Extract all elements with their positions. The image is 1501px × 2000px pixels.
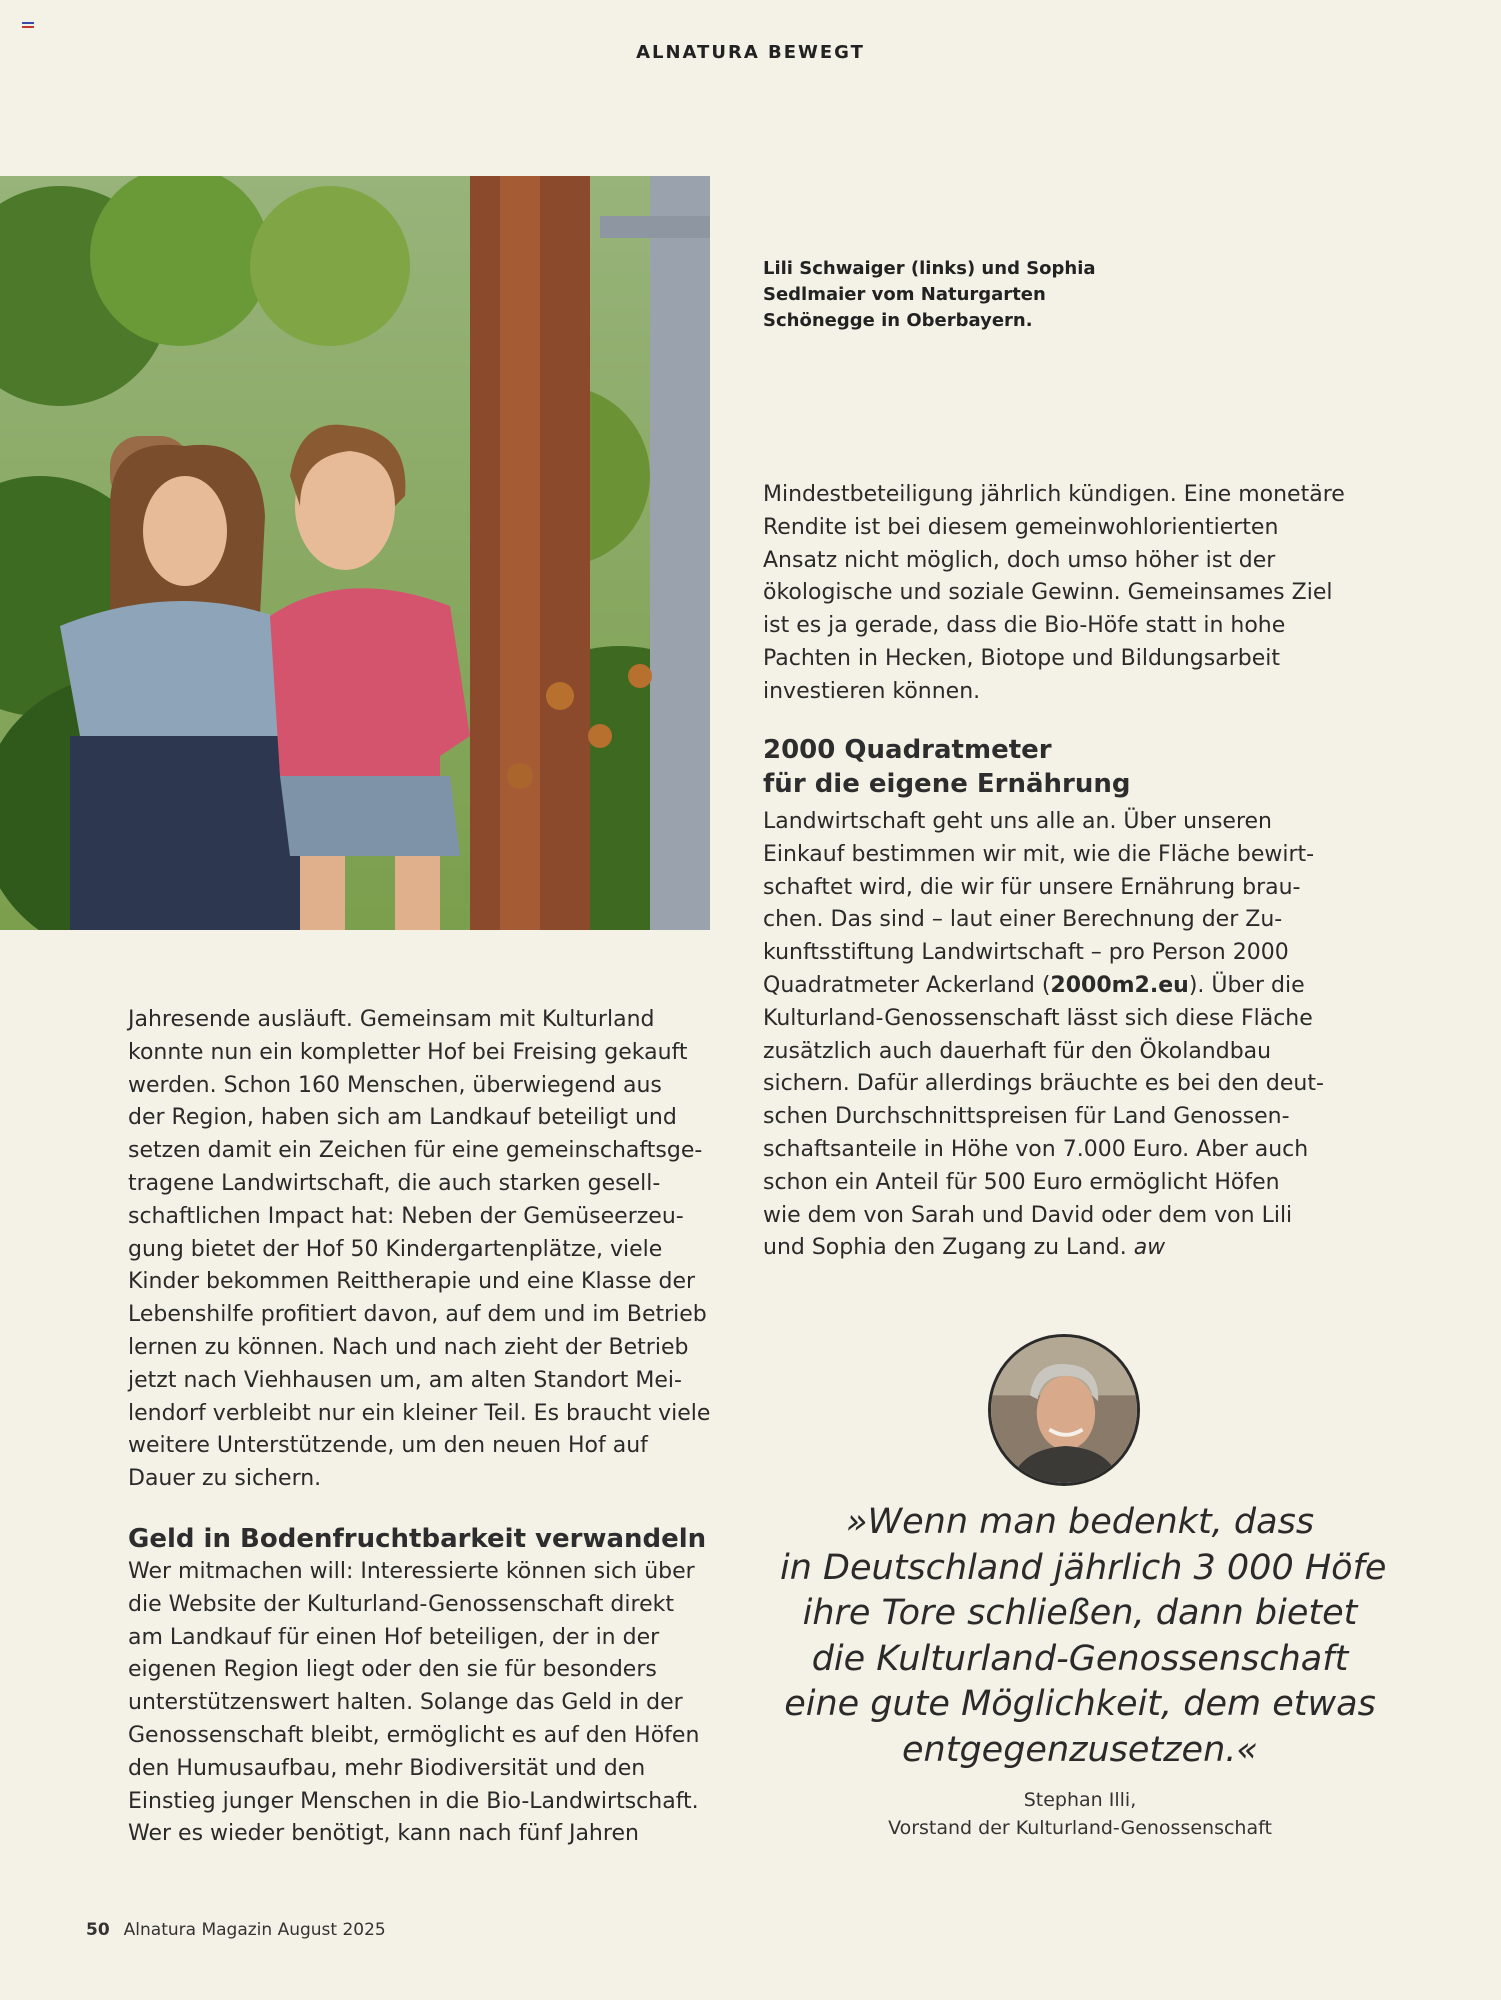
body-line-with-link [763, 970, 1343, 1003]
body-line: Wer mitmachen will: Interessierte können sich über [128, 1559, 695, 1584]
body-line: weitere Unterstützende, um den neuen Hof auf [128, 1433, 648, 1459]
author-initials: aw [1133, 1235, 1166, 1261]
body-line: Mindestbeteiligung jährlich kündigen. Eine monetäre [763, 482, 1345, 507]
body-line: Landwirtschaft geht uns alle an. Über unseren [763, 809, 1272, 834]
quote-attribution [780, 1786, 1380, 1842]
attribution-name: Stephan Illi, [1023, 1789, 1137, 1811]
body-text: ). Über die [1188, 972, 1305, 998]
body-line: am Landkauf für einen Hof beteiligen, der in der [128, 1624, 660, 1650]
body-line: ökologische und soziale Gewinn. Gemeinsames Ziel [763, 580, 1333, 606]
body-line: Einstieg junger Menschen in die Bio-Landwirtschaft. [128, 1788, 699, 1814]
body-line: chen. Das sind – laut einer Berechnung der Zu- [763, 907, 1283, 933]
body-line: zusätzlich auch dauerhaft für den Ökolandbau [763, 1038, 1272, 1064]
attribution-role: Vorstand der Kulturland-Genossenschaft [888, 1817, 1272, 1839]
section-header: ALNATURA BEWEGT [636, 42, 865, 63]
quote-line: ihre Tore schließen, dann bietet [802, 1593, 1358, 1633]
body-line: Wer es wieder benötigt, kann nach fünf Jahren [128, 1821, 639, 1847]
body-line: ist es ja gerade, dass die Bio-Höfe statt in hohe [763, 613, 1286, 639]
page-footer [86, 1920, 386, 1940]
photo-two-women-garden-icon [0, 176, 710, 930]
quote-line: »Wenn man bedenkt, dass [845, 1502, 1315, 1542]
pull-quote [780, 1500, 1387, 1773]
body-line: tragene Landwirtschaft, die auch starken gesell- [128, 1170, 661, 1196]
caption-line: Sedlmaier vom Naturgarten [763, 284, 1046, 305]
publication-name: Alnatura Magazin August 2025 [123, 1920, 386, 1940]
caption-line: Schönegge in Oberbayern. [763, 310, 1033, 331]
quote-line: in Deutschland jährlich 3 000 Höfe [780, 1547, 1387, 1588]
corner-mark-icon [22, 22, 34, 32]
body-line: gung bietet der Hof 50 Kindergartenplätze, viele [128, 1236, 663, 1262]
body-line: konnte nun ein kompletter Hof bei Freising gekauft [128, 1039, 688, 1065]
body-line: wie dem von Sarah und David oder dem von Lili [763, 1202, 1293, 1228]
photo-caption [763, 256, 1103, 334]
body-line: Kulturland-Genossenschaft lässt sich diese Fläche [763, 1005, 1313, 1031]
subheading-quadratmeter [763, 733, 1131, 801]
left-column-body-2 [128, 1556, 708, 1851]
body-line: Genossenschaft bleibt, ermöglicht es auf den Höfen [128, 1722, 700, 1748]
body-line: setzen damit ein Zeichen für eine gemeinschaftsge- [128, 1138, 703, 1164]
body-line: schon ein Anteil für 500 Euro ermöglicht Höfen [763, 1169, 1280, 1195]
body-line: investieren können. [763, 678, 981, 704]
body-text: Quadratmeter Ackerland ( [763, 972, 1051, 998]
body-line: lernen zu können. Nach und nach zieht der Betrieb [128, 1334, 689, 1360]
body-line: kunftsstiftung Landwirtschaft – pro Person 2000 [763, 940, 1289, 966]
body-line: schaftsanteile in Höhe von 7.000 Euro. Aber auch [763, 1136, 1309, 1162]
body-line: Dauer zu sichern. [128, 1466, 322, 1492]
body-line: schaftet wird, die wir für unsere Ernährung brau- [763, 874, 1301, 900]
body-line: schen Durchschnittspreisen für Land Genossen- [763, 1104, 1290, 1130]
body-line: Kinder bekommen Reittherapie und eine Klasse der [128, 1269, 696, 1295]
right-column-body-2 [763, 806, 1343, 1265]
website-link[interactable]: 2000m2.eu [1050, 972, 1189, 998]
left-column-body [128, 1004, 711, 1496]
body-text: und Sophia den Zugang zu Land. [763, 1235, 1134, 1261]
body-line: Lebenshilfe profitiert davon, auf dem und im Betrieb [128, 1302, 707, 1328]
body-line: Einkauf bestimmen wir mit, wie die Fläche bewirt- [763, 841, 1315, 867]
caption-line: Lili Schwaiger (links) und Sophia [763, 258, 1096, 279]
quote-line: eine gute Möglichkeit, dem etwas [784, 1684, 1376, 1724]
body-line: lendorf verbleibt nur ein kleiner Teil. Es braucht viele [128, 1400, 711, 1426]
body-line: Ansatz nicht möglich, doch umso höher ist der [763, 547, 1276, 573]
body-line-last [763, 1232, 1343, 1265]
quote-line: entgegenzusetzen.« [902, 1729, 1258, 1770]
body-line: Jahresende ausläuft. Gemeinsam mit Kulturland [128, 1007, 655, 1032]
quote-line: die Kulturland-Genossenschaft [811, 1638, 1349, 1679]
body-line: der Region, haben sich am Landkauf beteiligt und [128, 1105, 677, 1131]
body-line: Pachten in Hecken, Biotope und Bildungsarbeit [763, 645, 1280, 671]
body-line: sichern. Dafür allerdings bräuchte es bei den deut- [763, 1071, 1324, 1097]
body-line: schaftlichen Impact hat: Neben der Gemüseerzeu- [128, 1203, 684, 1229]
subheading-line: 2000 Quadratmeter [763, 735, 1052, 765]
body-line: den Humusaufbau, mehr Biodiversität und den [128, 1755, 646, 1781]
page-number: 50 [86, 1920, 110, 1940]
right-column-body [763, 479, 1343, 709]
body-line: die Website der Kulturland-Genossenschaft direkt [128, 1591, 674, 1617]
body-line: werden. Schon 160 Menschen, überwiegend aus [128, 1072, 662, 1098]
portrait-stephan-illi-icon [988, 1334, 1140, 1486]
body-line: eigenen Region liegt oder den sie für besonders [128, 1657, 657, 1683]
subheading-bodenfruchtbarkeit: Geld in Bodenfruchtbarkeit verwandeln [128, 1524, 707, 1554]
body-line: Rendite ist bei diesem gemeinwohlorientierten [763, 514, 1279, 540]
body-line: unterstützenswert halten. Solange das Geld in der [128, 1690, 683, 1716]
subheading-line: für die eigene Ernährung [763, 769, 1131, 799]
body-line: jetzt nach Viehhausen um, am alten Standort Mei- [128, 1367, 682, 1393]
